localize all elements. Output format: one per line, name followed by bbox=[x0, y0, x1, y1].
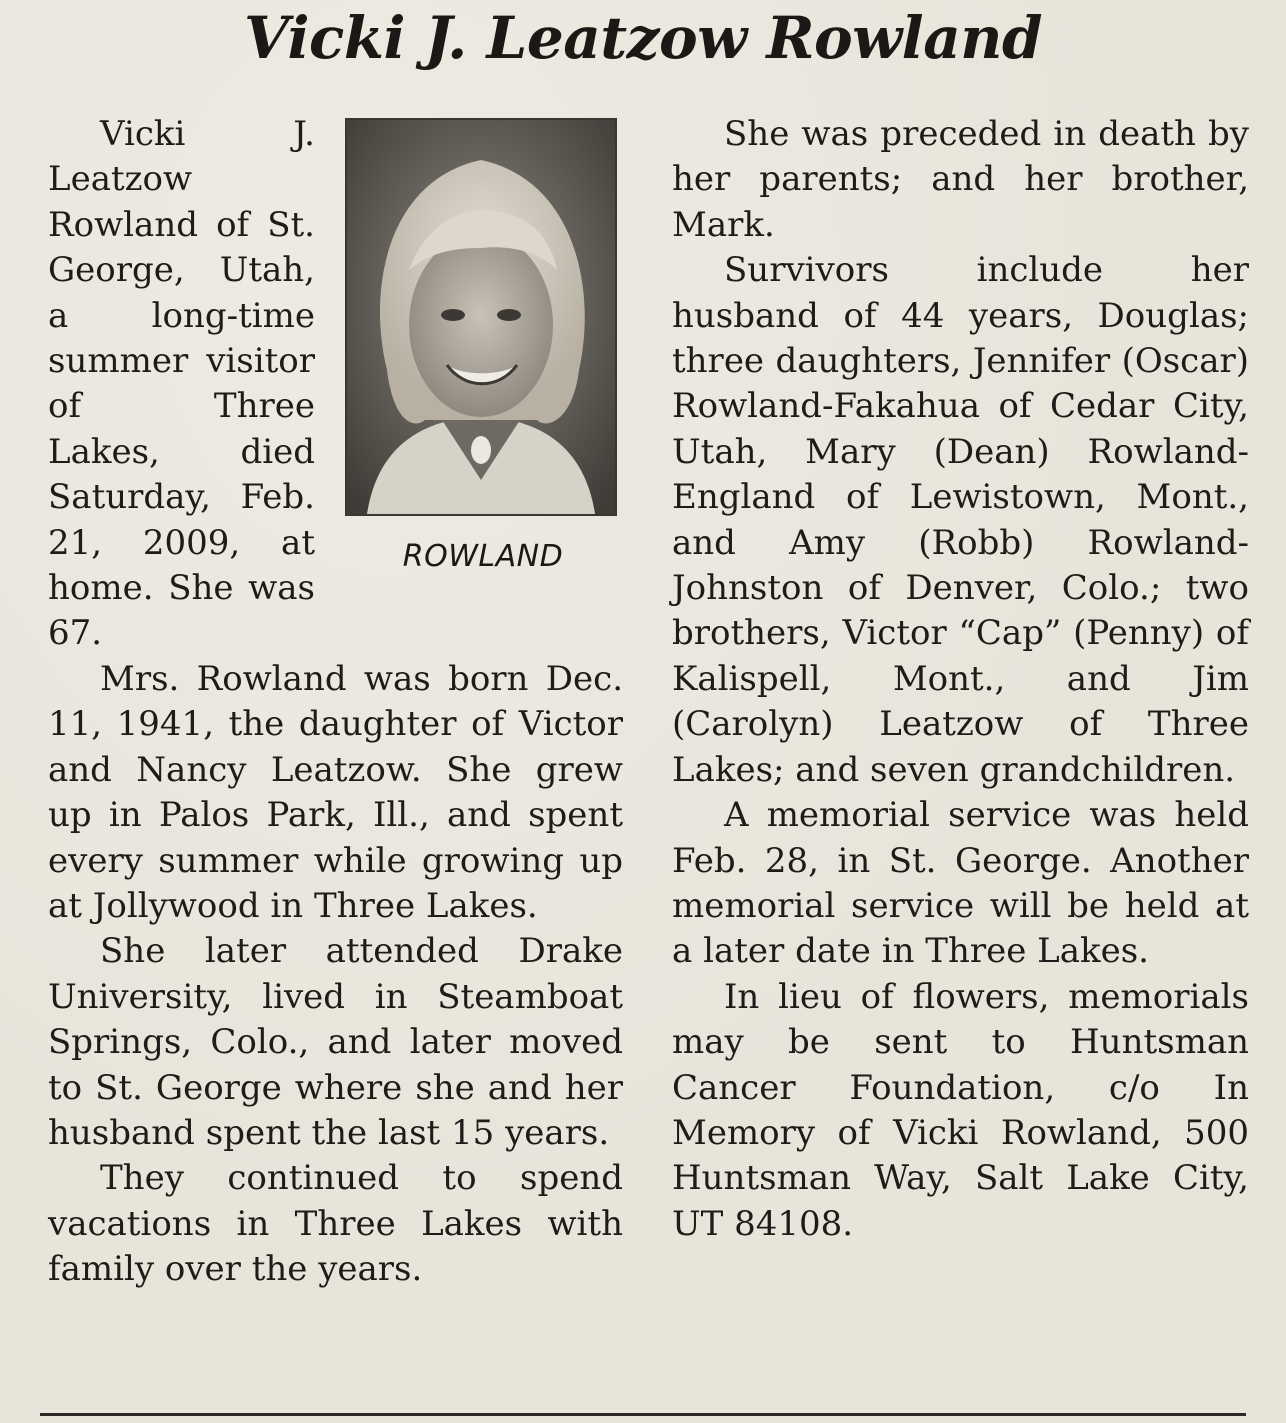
paragraph: Vicki J. Leatzow Rowland of St. George, Utah, a long-time summer visitor of Three Lakes, died Saturday, Feb. 21, 2009, at home. She was 67. bbox=[48, 114, 315, 654]
paragraph: She later attended Drake University, lived in Steamboat Springs, Colo., and later moved to St. George where she and her husband spent the last 15 years. bbox=[48, 931, 623, 1153]
paragraph: They continued to spend vacations in Three Lakes with family over the years. bbox=[48, 1158, 623, 1290]
photo-block bbox=[333, 114, 623, 626]
paragraph: Mrs. Rowland was born Dec. 11, 1941, the daughter of Victor and Nancy Leatzow. She grew up in Palos Park, Ill., and spent every summer while growing up at Jollywood in Three Lakes. bbox=[48, 658, 623, 926]
photo-caption: ROWLAND bbox=[402, 539, 564, 574]
obituary-headline: Vicki J. Leatzow Rowland bbox=[243, 4, 1043, 72]
right-column bbox=[672, 112, 1249, 1247]
portrait-icon bbox=[347, 120, 615, 514]
left-column bbox=[48, 112, 623, 1293]
paragraph: Survivors include her husband of 44 years, Douglas; three daughters, Jennifer (Oscar) Rowland-Fakahua of Cedar City, Utah, Mary (Dean) Rowland-England of Lewistown, Mont., and Amy (Robb) Rowland-Johnston of Denver, Colo.; two brothers, Victor “Cap” (Penny) of Kalispell, Mont., and Jim (Carolyn) Leatzow of Three Lakes; and seven grandchildren. bbox=[672, 250, 1249, 790]
paragraph: In lieu of flowers, memorials may be sent to Huntsman Cancer Foundation, c/o In Memory of Vicki Rowland, 500 Huntsman Way, Salt Lake City, UT 84108. bbox=[672, 976, 1249, 1244]
bottom-rule bbox=[40, 1413, 1246, 1416]
portrait-photo bbox=[345, 118, 617, 516]
paragraph: A memorial service was held Feb. 28, in St. George. Another memorial service will be held at a later date in Three Lakes. bbox=[672, 795, 1249, 972]
paragraph: She was preceded in death by her parents; and her brother, Mark. bbox=[672, 114, 1249, 245]
